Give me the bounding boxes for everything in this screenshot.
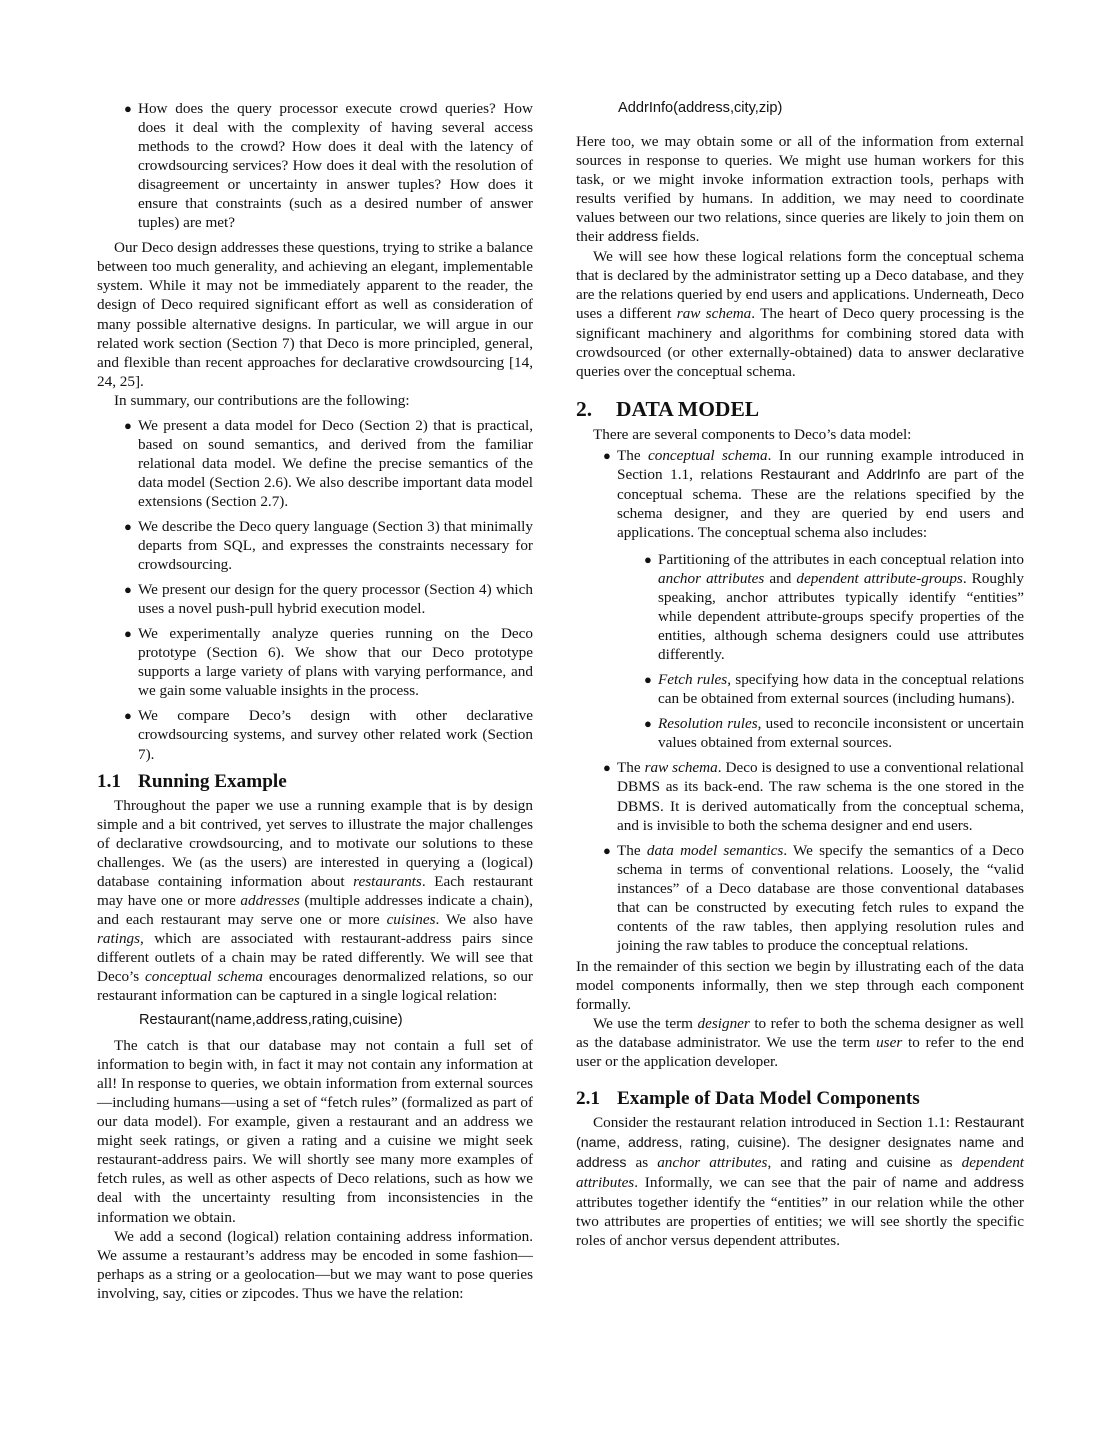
- right-column: [576, 99, 1024, 1250]
- section-heading-2-1: 2.1 Example of Data Model Components: [576, 1088, 920, 1110]
- contributions-list: [97, 416, 533, 764]
- relation-restaurant: Restaurant(name,address,rating,cuisine): [139, 1012, 403, 1029]
- bullet-icon: ●: [644, 551, 652, 567]
- list-item: ● We present our design for the query processor (Section 4) which uses a novel push-pull hybrid execution model.: [124, 581, 533, 618]
- list-item: ● We describe the Deco query language (Section 3) that minimally departs from SQL, and expresses the constraints necessary for crowdsourcing.: [124, 517, 533, 574]
- paragraph-running-example: Throughout the paper we use a running example that is by design simple and a bit contrived, yet serves to illustrate the major challenges of declarative crowdsourcing, and to motivate our solutions to these challenges. We (as the users) are interested in querying a (logical) database containing information about restaurants. Each restaurant may have one or more addresses (multiple addresses indicate a chain), and each restaurant may serve one or more cuisines. We also have ratings, which are associated with restaurant-address pairs since different outlets of a chain may be rated differently. We will see that Deco’s conceptual schema encourages denormalized relations, so our restaurant information can be captured in a single logical relation:: [97, 796, 534, 1005]
- paragraph-fetch-rules: The catch is that our database may not contain a full set of information to begin with, in fact it may not contain any information at all! In response to queries, we obtain information from external sources—including humans—using a set of “fetch rules” (formalized as part of our data model). For example, given a restaurant and an address we might seek ratings, or given a rating and a cuisine we might seek restaurant-address pairs. We will shortly see many more examples of fetch rules, as well as other aspects of Deco relations, such as how we deal with the uncertainty resulting from inconsistencies in the information we obtain.: [97, 1037, 533, 1226]
- paragraph-terms: We use the term designer to refer to both the schema designer as well as the database administrator. We use the term user to refer to the end user or the application developer.: [576, 1015, 1025, 1071]
- paragraph-logical-relations: We will see how these logical relations form the conceptual schema that is declared by the administrator setting up a Deco database, and they are the relations queried by end users and applications. Underneath, Deco uses a different raw schema. The heart of Deco query processing is the significant machinery and algorithms for combining stored data with crowdsourced (or other externally-obtained) data to answer declarative queries over the conceptual schema.: [576, 248, 1024, 380]
- list-item: ● How does the query processor execute crowd queries? How does it deal with the complexity of having several access methods to the crowd? How does it deal with the latency of crowdsourcing services? How does it deal with the resolution of disagreement or uncertainty in answer tuples? How does it ensure that constraints (such as a desired number of answer tuples) are met?: [124, 100, 533, 232]
- list-item: ● We compare Deco’s design with other declarative crowdsourcing systems, and survey other related work (Section 7).: [124, 707, 533, 763]
- section-heading-2: 2. DATA MODEL: [576, 396, 760, 421]
- list-item: ● Resolution rules, used to reconcile inconsistent or uncertain values obtained from external sources.: [644, 715, 1024, 752]
- section-heading-1-1: 1.1 Running Example: [97, 770, 287, 792]
- list-item: ● Partitioning of the attributes in each conceptual relation into anchor attributes and dependent attribute-groups. Roughly speaking, anchor attributes typically identify “entities” while dependent attribute-groups specify properties of the entities, although schema designers could use attributes differently.: [644, 550, 1024, 664]
- bullet-icon: ●: [603, 842, 611, 858]
- list-item: ● We experimentally analyze queries running on the Deco prototype (Section 6). We show that our Deco prototype supports a large variety of plans with varying performance, and we gain some valuable insights in the process.: [124, 625, 533, 700]
- paragraph-here-too: Here too, we may obtain some or all of the information from external sources in response to queries. We might use human workers for this task, or we might invoke information extraction tools, perhaps with results verified by humans. In addition, we may need to coordinate values between our two relations, since queries are likely to join them on their address fields.: [576, 133, 1024, 246]
- conceptual-schema-sublist: [617, 550, 1024, 752]
- bullet-icon: ●: [124, 582, 132, 598]
- paragraph-example-components: Consider the restaurant relation introduced in Section 1.1: Restaurant (name, address, rating, cuisine). The designer designates name and address as anchor attributes, and rating and cuisine as dependent attributes. Informally, we can see that the pair of name and address attributes together identify the “entities” in our relation while the other two attributes are properties of entities; we will see shortly the specific roles of anchor versus dependent attributes.: [576, 1114, 1025, 1250]
- paragraph-remainder: In the remainder of this section we begin by illustrating each of the data model components informally, then we step through each component formally.: [576, 957, 1024, 1013]
- left-column: [97, 99, 533, 1303]
- bullet-icon: ●: [124, 417, 132, 433]
- bullet-icon: ●: [124, 101, 132, 116]
- paragraph-components-intro: There are several components to Deco’s data model:: [593, 425, 912, 443]
- relation-addrinfo: AddrInfo(address,city,zip): [618, 100, 783, 116]
- list-item: ● Fetch rules, specifying how data in the conceptual relations can be obtained from external sources (including humans).: [644, 671, 1025, 708]
- list-item-raw-schema: ● The raw schema. Deco is designed to use a conventional relational DBMS as its back-end. The raw schema is the one stored in the DBMS. It is derived automatically from the conceptual schema, and is invisible to both the schema designer and end users.: [603, 759, 1024, 834]
- paragraph-design: Our Deco design addresses these questions, trying to strike a balance between too much generality, and achieving an elegant, implementable system. While it may not be immediately apparent to the reader, the design of Deco required significant effort as well as consideration of many possible alternative designs. In particular, we will argue in our related work section (Section 7) that Deco is more principled, general, and flexible than recent approaches for declarative crowdsourcing [14, 24, 25].: [97, 239, 533, 390]
- bullet-icon: ●: [603, 447, 611, 463]
- bullet-icon: ●: [644, 672, 652, 688]
- bullet-icon: ●: [603, 760, 611, 776]
- bullet-icon: ●: [124, 708, 132, 724]
- list-item: ● We present a data model for Deco (Section 2) that is practical, based on sound semantics, and derived from the familiar relational data model. We define the precise semantics of the data model (Section 2.6). We also describe important data model extensions (Section 2.7).: [124, 416, 533, 510]
- bullet-icon: ●: [124, 518, 132, 534]
- paragraph-summary: In summary, our contributions are the following:: [114, 391, 410, 409]
- components-list: [576, 446, 1024, 955]
- list-item-semantics: ● The data model semantics. We specify the semantics of a Deco schema in terms of conventional relations. Loosely, the “valid instances” of a Deco database are those conventional databases that can be constructed by executing fetch rules to expand the contents of the raw tables, then applying resolution rules and joining the raw tables to produce the conceptual relations.: [603, 841, 1024, 954]
- question-list: [97, 99, 533, 232]
- paragraph-second-relation: We add a second (logical) relation containing address information. We assume a restaurant’s address may be encoded in some fashion—perhaps as a string or a geolocation—but we may want to pose queries involving, say, cities or zipcodes. Thus we have the relation:: [97, 1227, 533, 1302]
- bullet-icon: ●: [124, 626, 132, 642]
- bullet-icon: ●: [644, 716, 652, 732]
- list-item-conceptual-schema: ● The conceptual schema. In our running example introduced in Section 1.1, relations Restaurant and AddrInfo are part of the conceptual schema. These are the relations specified by the schema designer, and they are queried by end users and applications. The conceptual schema also includes: ● Partitioning of the attributes in each conceptual relation into anchor attributes and dependent attribute-groups. Roughly speaking, anchor attributes typically identify “entities” while dependent attribute-groups specify properties of the entities, although schema designers could use attributes differently. ● Fetch rules, specifying how data in the conceptual relations can be obtained from external sources (including humans). ● Resolution rules, used to reconcile inconsistent or uncertain values obtained from external sources.: [603, 446, 1025, 752]
